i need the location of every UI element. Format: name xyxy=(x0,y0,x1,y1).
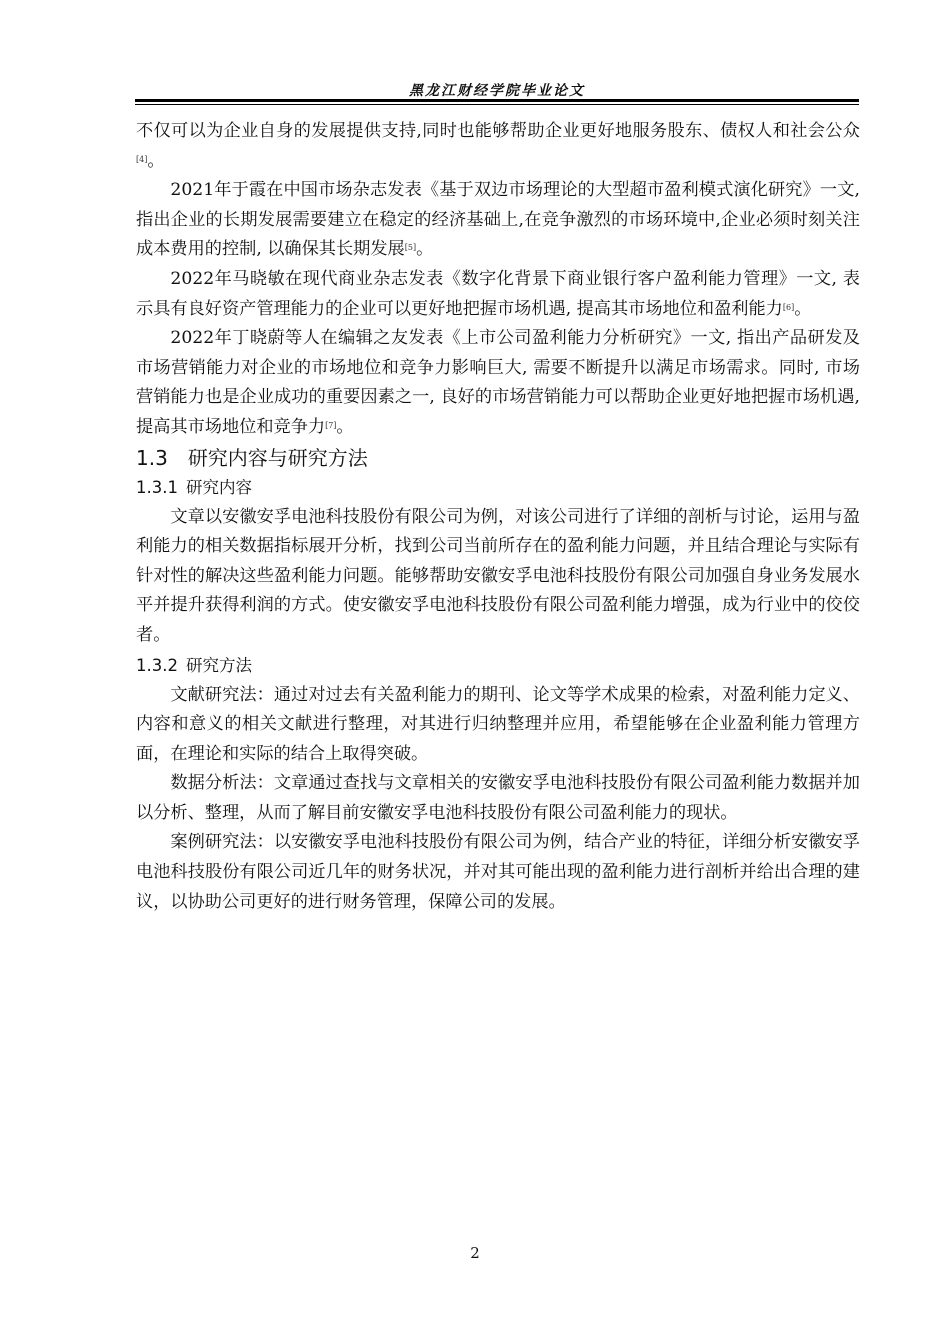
header-rule-thick xyxy=(135,99,859,102)
paragraph-literature-2022b: 2022年丁晓蔚等人在编辑之友发表《上市公司盈利能力分析研究》一文, 指出产品研发及市场营销能力对企业的市场地位和竞争力影响巨大, 需要不断提升以满足市场需求。同时, 市场营销能力也是企业成功的重要因素之一, 良好的市场营销能力可以帮助企业更好地把握市场机遇, 提高其市场地位和竞争力[7]。 xyxy=(136,328,860,437)
paragraph-method-case-study: 案例研究法：以安徽安孚电池科技股份有限公司为例，结合产业的特征，详细分析安徽安孚电池科技股份有限公司近几年的财务状况，并对其可能出现的盈利能力进行剖析并给出合理的建议，以协助公司更好的进行财务管理，保障公司的发展。 xyxy=(136,832,860,912)
subsection-heading-methods: 1.3.2 研究方法 xyxy=(136,655,252,675)
paragraph-literature-2022a: 2022年马晓敏在现代商业杂志发表《数字化背景下商业银行客户盈利能力管理》一文, 表示具有良好资产管理能力的企业可以更好地把握市场机遇, 提高其市场地位和盈利能力[6]。 xyxy=(136,268,860,319)
paragraph-method-literature: 文献研究法：通过对过去有关盈利能力的期刊、论文等学术成果的检索，对盈利能力定义、内容和意义的相关文献进行整理，对其进行归纳整理并应用，希望能够在企业盈利能力管理方面，在理论和实际的结合上取得突破。 xyxy=(136,684,860,764)
citation-ref: [4] xyxy=(136,154,148,164)
paragraph-continuation: 不仅可以为企业自身的发展提供支持,同时也能够帮助企业更好地服务股东、债权人和社会公众[4]。 xyxy=(136,121,860,171)
header-rule-thin xyxy=(135,104,859,105)
citation-ref: [6] xyxy=(782,302,795,312)
citation-ref: [5] xyxy=(404,243,417,253)
citation-ref: [7] xyxy=(325,420,337,430)
paragraph-method-data-analysis: 数据分析法：文章通过查找与文章相关的安徽安孚电池科技股份有限公司盈利能力数据并加以分析、整理，从而了解目前安徽安孚电池科技股份有限公司盈利能力的现状。 xyxy=(136,773,860,823)
paragraph-literature-2021: 2021年于霞在中国市场杂志发表《基于双边市场理论的大型超市盈利模式演化研究》一文, 指出企业的长期发展需要建立在稳定的经济基础上,在竞争激烈的市场环境中,企业必须时刻关注成本费用的控制, 以确保其长期发展[5]。 xyxy=(136,180,860,260)
page-number: 2 xyxy=(470,1244,480,1262)
body-content xyxy=(136,117,860,917)
subsection-heading-content: 1.3.1 研究内容 xyxy=(136,477,252,497)
section-heading: 1.3 研究内容与研究方法 xyxy=(136,445,368,470)
paragraph-research-content: 文章以安徽安孚电池科技股份有限公司为例，对该公司进行了详细的剖析与讨论，运用与盈利能力的相关数据指标展开分析，找到公司当前所存在的盈利能力问题，并且结合理论与实际有针对性的解决这些盈利能力问题。能够帮助安徽安孚电池科技股份有限公司加强自身业务发展水平并提升获得利润的方式。使安徽安孚电池科技股份有限公司盈利能力增强，成为行业中的佼佼者。 xyxy=(136,506,860,645)
page-header-title: 黑龙江财经学院毕业论文 xyxy=(409,83,585,99)
